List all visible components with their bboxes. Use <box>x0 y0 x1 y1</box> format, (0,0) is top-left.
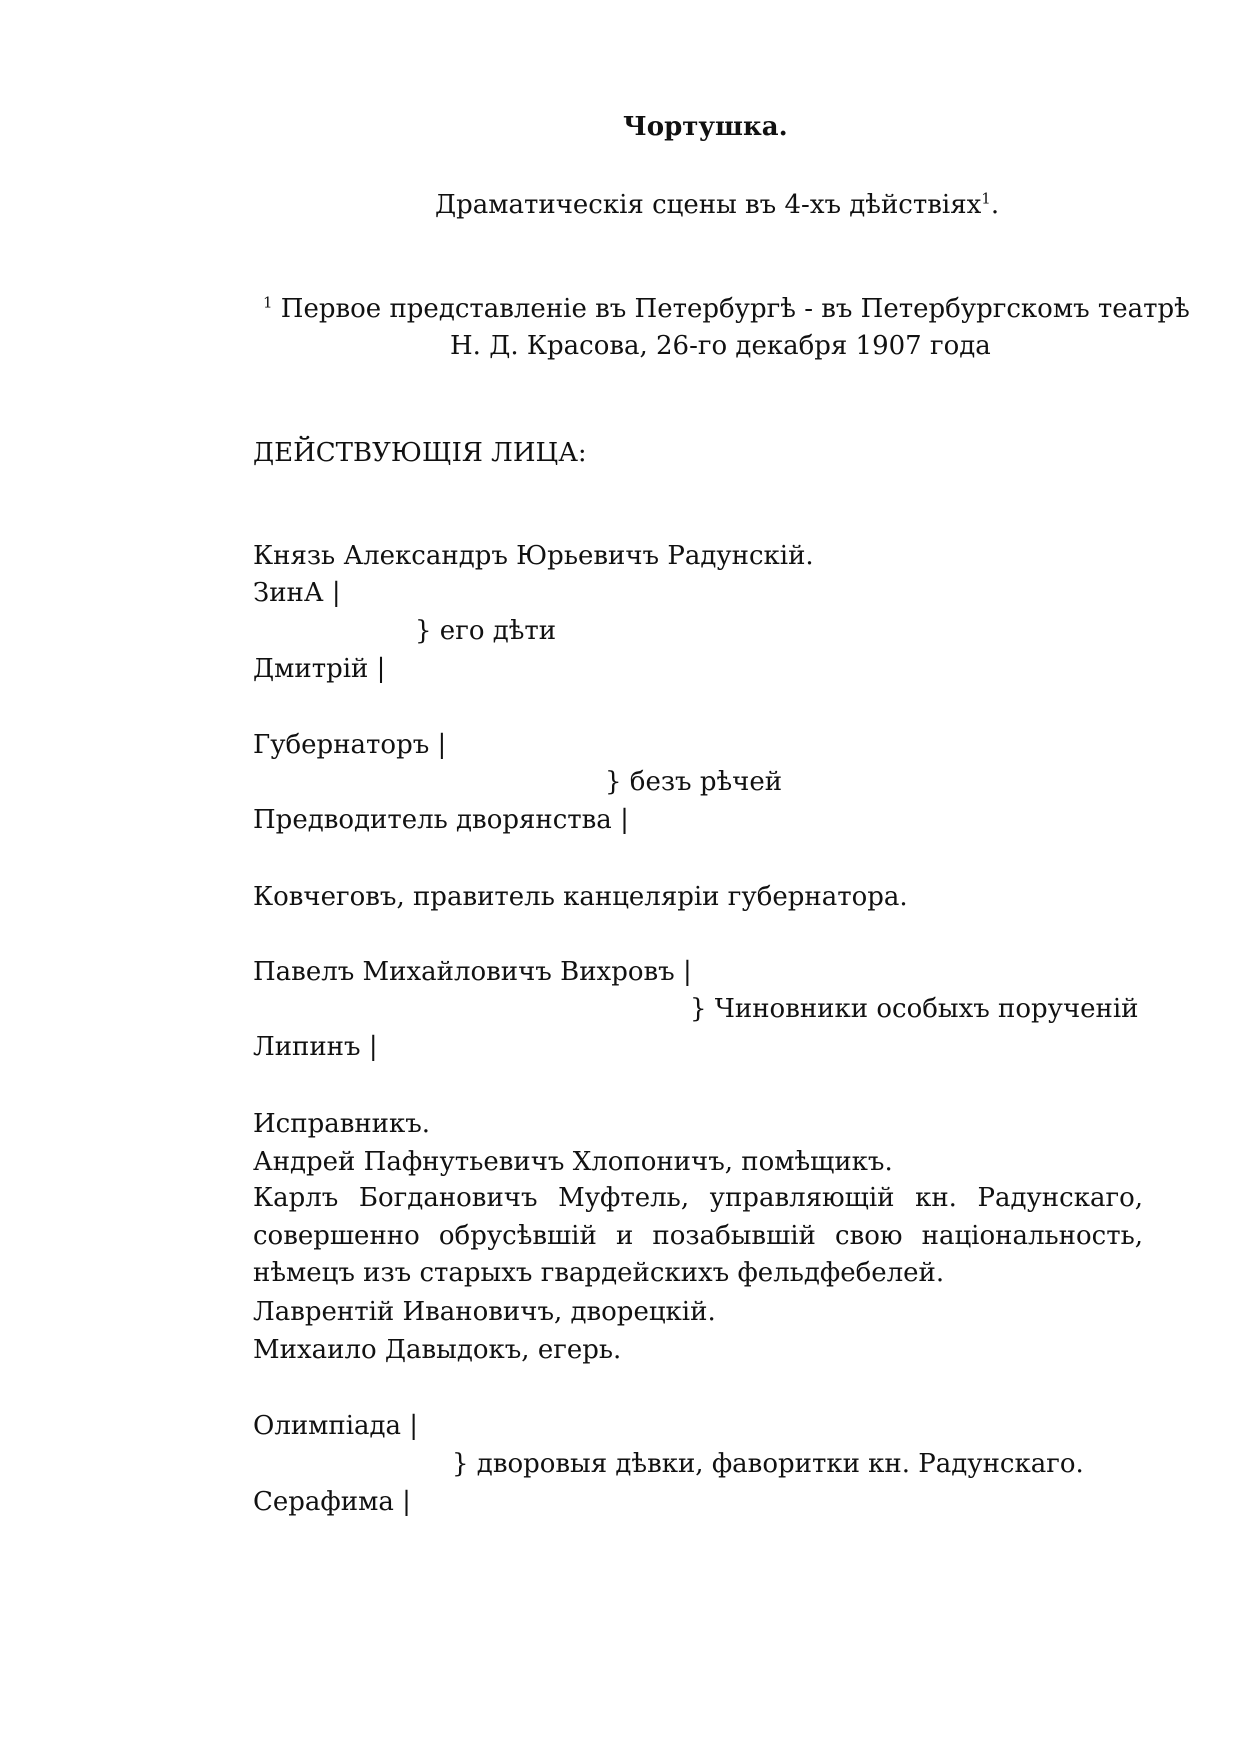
cast-children-group: } его дѣти <box>415 616 557 646</box>
footnote-mark: 1 <box>263 293 273 312</box>
cast-olimpiada: Олимпіада | <box>253 1411 419 1441</box>
cast-serafima: Серафима | <box>253 1487 411 1517</box>
footnote-line-2: Н. Д. Красова, 26-го декабря 1907 года <box>450 331 991 361</box>
cast-heading: ДЕЙСТВУЮЩІЯ ЛИЦА: <box>253 438 587 468</box>
cast-muftel: Карлъ Богдановичъ Муфтель, управляющій кн. Радунскаго, совершенно обрусѣвшій и позабывшій свою національность, нѣмецъ изъ старыхъ гвардейскихъ фельдфебелей. <box>253 1183 1143 1288</box>
cast-zina: ЗинА | <box>253 578 341 608</box>
cast-vikhrov: Павелъ Михайловичъ Вихровъ | <box>253 957 692 987</box>
cast-marshal: Предводитель дворянства | <box>253 805 629 835</box>
cast-maids-group: } дворовыя дѣвки, фаворитки кн. Радунскаго. <box>452 1449 1084 1479</box>
cast-ispravnik: Исправникъ. <box>253 1109 431 1139</box>
play-subtitle <box>435 188 999 222</box>
cast-lavrenty: Лаврентій Ивановичъ, дворецкій. <box>253 1297 716 1327</box>
footnote-reference: 1 <box>981 189 991 208</box>
footnote-line-1 <box>263 292 1190 326</box>
cast-mikhailo: Михаило Давыдокъ, егерь. <box>253 1335 622 1365</box>
subtitle-text: Драматическія сцены въ 4-хъ дѣйствіях <box>435 190 982 220</box>
cast-khlopinich: Андрей Пафнутьевичъ Хлопоничъ, помѣщикъ. <box>253 1147 893 1177</box>
play-title: Чортушка. <box>623 112 788 142</box>
cast-prince: Князь Александръ Юрьевичъ Радунскій. <box>253 541 814 571</box>
cast-kovchegov: Ковчеговъ, правитель канцеляріи губернатора. <box>253 882 908 912</box>
footnote-text-1: Первое представленіе въ Петербургѣ - въ Петербургскомъ театрѣ <box>272 294 1190 324</box>
cast-dmitry: Дмитрій | <box>253 654 386 684</box>
cast-governor: Губернаторъ | <box>253 730 447 760</box>
cast-lipin: Липинъ | <box>253 1032 378 1062</box>
cast-officials-group: } Чиновники особыхъ порученій <box>690 994 1139 1024</box>
subtitle-end: . <box>990 190 1000 220</box>
cast-silent-group: } безъ рѣчей <box>605 767 783 797</box>
